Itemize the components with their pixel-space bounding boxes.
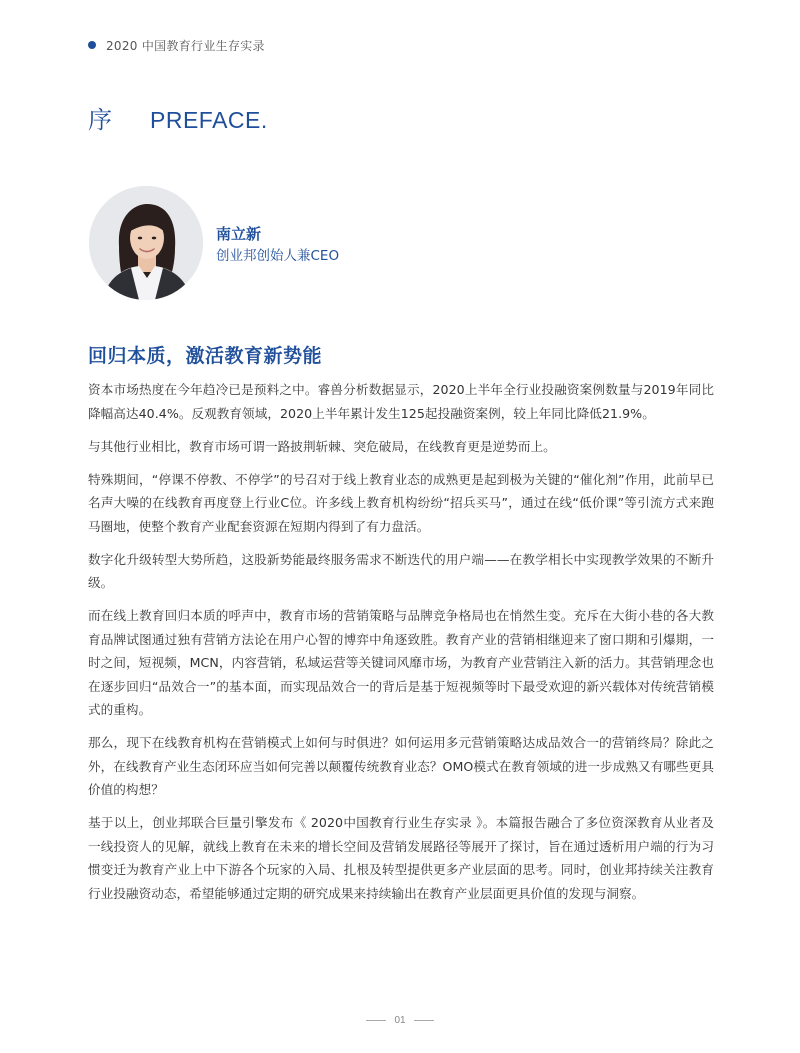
paragraph: 特殊期间，“停课不停教、不停学”的号召对于线上教育业态的成熟更是起到极为关键的“催化剂”作用，此前早已名声大噪的在线教育再度登上行业C位。许多线上教育机构纷纷“招兵买马”，通过在线“低价课”等引流方式来跑马圈地，使整个教育产业配套资源在短期内得到了有力盘活。 — [88, 471, 714, 534]
author-info — [216, 224, 339, 266]
running-header — [88, 36, 265, 54]
preface-cn: 序 — [88, 106, 112, 134]
page-number: 01 — [394, 1015, 406, 1026]
page-footer — [0, 1015, 800, 1026]
preface-heading — [88, 100, 268, 135]
header-bullet-dot — [88, 41, 96, 49]
paragraph: 资本市场热度在今年趋冷已是预料之中。睿兽分析数据显示，2020上半年全行业投融资案例数量与2019年同比降幅高达40.4%。反观教育领域，2020上半年累计发生125起投融资案例，较上年同比降低21.9%。 — [88, 382, 714, 421]
author-role: 创业邦创始人兼CEO — [216, 248, 340, 264]
footer-rule-right — [414, 1020, 434, 1021]
paragraph: 数字化升级转型大势所趋，这股新势能最终服务需求不断迭代的用户端——在教学相长中实现教学效果的不断升级。 — [88, 551, 714, 590]
author-avatar — [89, 186, 203, 300]
preface-en: PREFACE. — [150, 107, 268, 133]
paragraph: 基于以上，创业邦联合巨量引擎发布《 2020中国教育行业生存实录 》。本篇报告融合了多位资深教育从业者及一线投资人的见解，就线上教育在未来的增长空间及营销发展路径等展开了探讨，旨在通过透析用户端的行为习惯变迁为教育产业上中下游各个玩家的入局、扎根及转型提供更多产业层面的思考。同时，创业邦持续关注教育行业投融资动态，希望能够通过定期的研究成果来持续输出在教育产业层面更具价值的发现与洞察。 — [88, 815, 714, 901]
paragraph: 与其他行业相比，教育市场可谓一路披荆斩棘、突危破局，在线教育更是逆势而上。 — [88, 438, 556, 454]
section-title: 回归本质，激活教育新势能 — [88, 345, 323, 367]
paragraph: 那么，现下在线教育机构在营销模式上如何与时俱进？如何运用多元营销策略达成品效合一的营销终局？除此之外，在线教育产业生态闭环应当如何完善以颠覆传统教育业态？OMO模式在教育领域的进一步成熟又有哪些更具价值的构想？ — [88, 735, 714, 797]
header-title: 2020 中国教育行业生存实录 — [106, 38, 265, 53]
author-name: 南立新 — [216, 225, 262, 243]
body-text — [88, 378, 714, 915]
person-portrait-icon — [89, 186, 203, 300]
paragraph: 而在线上教育回归本质的呼声中，教育市场的营销策略与品牌竞争格局也在悄然生变。充斥在大街小巷的各大教育品牌试图通过独有营销方法论在用户心智的博弈中角逐致胜。教育产业的营销相继迎来了窗口期和引爆期，一时之间，短视频，MCN，内容营销，私域运营等关键词风靡市场，为教育产业营销注入新的活力。其营销理念也在逐步回归“品效合一”的基本面，而实现品效合一的背后是基于短视频等时下最受欢迎的新兴载体对传统营销模式的重构。 — [88, 608, 714, 717]
footer-rule-left — [366, 1020, 386, 1021]
